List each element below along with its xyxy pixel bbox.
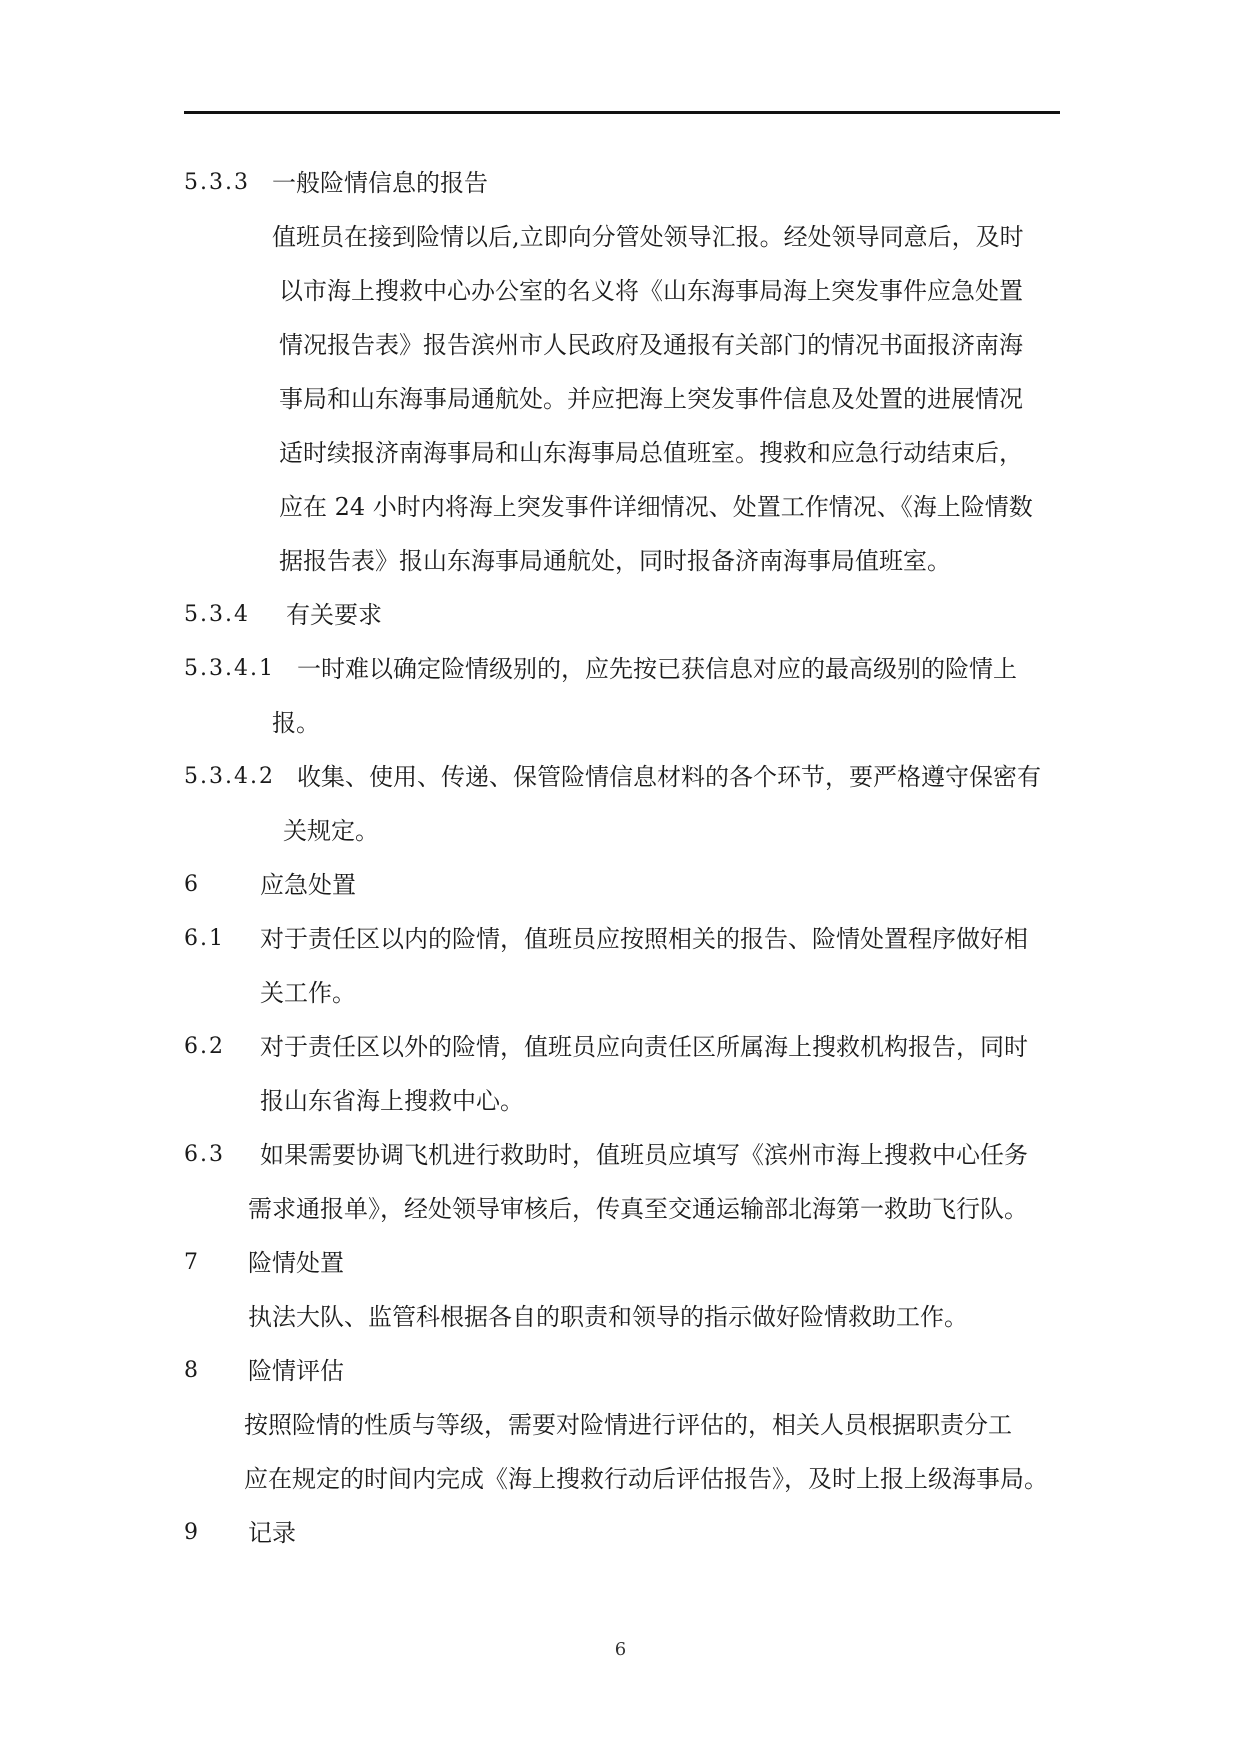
section-heading: 有关要求 bbox=[286, 601, 382, 629]
section-heading: 一般险情信息的报告 bbox=[272, 169, 488, 197]
section-heading: 记录 bbox=[248, 1519, 296, 1547]
paragraph-line: 事局和山东海事局通航处。并应把海上突发事件信息及处置的进展情况 bbox=[279, 385, 1023, 413]
paragraph-line: 按照险情的性质与等级，需要对险情进行评估的，相关人员根据职责分工 bbox=[244, 1411, 1012, 1439]
page-number: 6 bbox=[614, 1639, 627, 1660]
paragraph-line: 对于责任区以内的险情，值班员应按照相关的报告、险情处置程序做好相 bbox=[260, 925, 1028, 953]
paragraph-line: 一时难以确定险情级别的，应先按已获信息对应的最高级别的险情上 bbox=[297, 655, 1017, 683]
paragraph-line: 应在规定的时间内完成《海上搜救行动后评估报告》，及时上报上级海事局。 bbox=[244, 1465, 1048, 1493]
paragraph-line: 以市海上搜救中心办公室的名义将《山东海事局海上突发事件应急处置 bbox=[279, 277, 1023, 305]
section-number: 6.2 bbox=[184, 1034, 225, 1059]
paragraph-line: 对于责任区以外的险情，值班员应向责任区所属海上搜救机构报告，同时 bbox=[260, 1033, 1028, 1061]
section-heading: 险情评估 bbox=[248, 1357, 344, 1385]
paragraph-line: 报。 bbox=[272, 709, 320, 737]
section-number: 6.3 bbox=[184, 1142, 225, 1167]
paragraph-line: 适时续报济南海事局和山东海事局总值班室。搜救和应急行动结束后， bbox=[279, 439, 1023, 467]
paragraph-line: 需求通报单》，经处领导审核后，传真至交通运输部北海第一救助飞行队。 bbox=[248, 1195, 1028, 1223]
paragraph-line: 值班员在接到险情以后,立即向分管处领导汇报。经处领导同意后，及时 bbox=[272, 223, 1024, 251]
paragraph-line: 报山东省海上搜救中心。 bbox=[260, 1087, 524, 1115]
section-heading: 应急处置 bbox=[260, 871, 356, 899]
section-number: 8 bbox=[184, 1358, 200, 1383]
section-number: 6.1 bbox=[184, 926, 225, 951]
paragraph-line: 如果需要协调飞机进行救助时，值班员应填写《滨州市海上搜救中心任务 bbox=[260, 1141, 1028, 1169]
paragraph-line: 关规定。 bbox=[283, 817, 379, 845]
paragraph-line: 执法大队、监管科根据各自的职责和领导的指示做好险情救助工作。 bbox=[248, 1303, 968, 1331]
header-rule bbox=[184, 111, 1060, 114]
paragraph-line: 情况报告表》报告滨州市人民政府及通报有关部门的情况书面报济南海 bbox=[279, 331, 1023, 359]
section-heading: 险情处置 bbox=[248, 1249, 344, 1277]
section-number: 5.3.4.2 bbox=[184, 764, 275, 789]
section-number: 5.3.4 bbox=[184, 602, 250, 627]
section-number: 5.3.3 bbox=[184, 170, 250, 195]
paragraph-line: 关工作。 bbox=[260, 979, 356, 1007]
section-number: 5.3.4.1 bbox=[184, 656, 275, 681]
section-number: 6 bbox=[184, 872, 200, 897]
paragraph-line: 据报告表》报山东海事局通航处，同时报备济南海事局值班室。 bbox=[279, 547, 951, 575]
paragraph-line: 应在 24 小时内将海上突发事件详细情况、处置工作情况、《海上险情数 bbox=[279, 493, 1033, 521]
section-number: 7 bbox=[184, 1250, 200, 1275]
section-number: 9 bbox=[184, 1520, 200, 1545]
paragraph-line: 收集、使用、传递、保管险情信息材料的各个环节，要严格遵守保密有 bbox=[297, 763, 1041, 791]
